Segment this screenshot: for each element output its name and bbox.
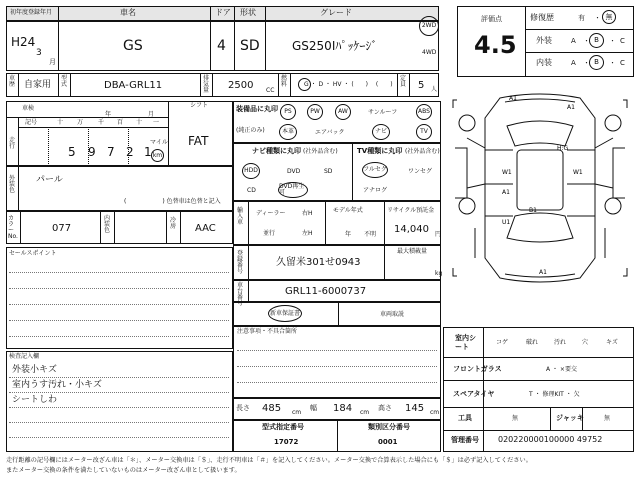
km-circle: km	[151, 149, 164, 162]
management-label: 管理番号	[451, 436, 479, 444]
navi-cd: CD	[247, 187, 256, 194]
digit-2: 9	[88, 145, 96, 159]
sheet-item-4: 穴	[582, 339, 589, 346]
equip-leather: 本革	[279, 124, 297, 140]
import-parallel: 並行	[263, 230, 276, 237]
navi-title: ナビ種類に丸印	[252, 147, 301, 155]
month-unit: 月	[49, 58, 56, 66]
ext-b-circle: B	[589, 33, 604, 48]
sales-point-label: セールスポイント	[9, 250, 57, 257]
ext-c: C	[620, 37, 625, 45]
cc-unit: CC	[266, 87, 275, 94]
equip-tv: TV	[416, 124, 432, 140]
registration-value: 久留米301せ0943	[276, 257, 361, 268]
digit-h6: 一	[153, 119, 160, 126]
use-value: 自家用	[24, 80, 52, 90]
sheet-item-1: コゲ	[496, 339, 509, 346]
chassis-label: 車台番号	[237, 282, 244, 307]
navi-note: (社外品含む)	[303, 148, 338, 155]
digit-1: 5	[68, 145, 76, 159]
score-label: 評価点	[481, 15, 502, 23]
doors: 4	[217, 38, 226, 54]
sheet-item-2: 破れ	[526, 339, 539, 346]
model-year-label: モデル年式	[333, 207, 363, 214]
jack-label: ジャッキ	[556, 414, 584, 422]
type-spec: 17072	[274, 438, 299, 446]
int-a: A	[571, 59, 576, 67]
mile-label: マイル	[150, 139, 168, 146]
history-label: 車検	[22, 105, 35, 112]
digit-h4: 百	[117, 119, 124, 126]
reg-year: H24	[11, 35, 36, 49]
diagram-b1: B1	[529, 207, 537, 214]
height: 145	[405, 403, 425, 414]
color-code: 077	[52, 223, 72, 234]
records-row	[233, 302, 441, 326]
length-label: 長さ	[236, 404, 250, 412]
car-diagram	[445, 88, 635, 288]
type-spec-label: 型式指定番号	[262, 423, 304, 431]
score: 4.5	[474, 31, 517, 59]
tv-fullseg: フルセグ	[362, 162, 388, 178]
diagram-w1-left: W1	[502, 169, 512, 176]
door-label: ドア	[215, 8, 231, 17]
width-unit: cm	[360, 409, 370, 416]
recycle-unit: 円	[435, 231, 442, 238]
shape: SD	[240, 38, 260, 54]
interior-color-label: 内装色	[104, 215, 111, 234]
month-label: 月	[148, 111, 155, 118]
exterior-label: 外装	[536, 36, 552, 45]
use-label: 車歴	[9, 75, 16, 88]
km-label: 走行	[9, 137, 16, 150]
repair-label: 修復歴	[530, 13, 554, 22]
displacement-label: 排気量	[203, 75, 210, 94]
digit-4: 2	[126, 145, 134, 159]
repair-sep: ・	[594, 14, 601, 22]
shape-label: 形状	[240, 8, 256, 17]
equip-ps: PS	[280, 104, 296, 120]
jack-value: 無	[604, 415, 611, 422]
spare-tire-label: スペアタイヤ	[453, 390, 495, 398]
equip-pw: PW	[307, 104, 323, 120]
fuel-label: 燃料	[281, 75, 288, 88]
class: 0001	[378, 438, 398, 446]
kg-unit: kg	[435, 270, 443, 277]
fuel-g-circle	[298, 78, 311, 91]
car-name: GS	[123, 38, 143, 54]
navi-hdd: HDD	[242, 163, 260, 179]
int-sep2: ・	[609, 59, 616, 67]
year-label: 年	[105, 111, 112, 118]
digit-h5: 十	[136, 119, 143, 126]
car-name-label: 車名	[120, 8, 136, 17]
interior-label: 内装	[536, 58, 552, 67]
shift-value: FAT	[188, 134, 209, 148]
capacity-unit: 人	[431, 86, 438, 93]
digit-h3: 千	[98, 119, 105, 126]
color-note: ( ) 色替車は色替と記入	[124, 198, 221, 205]
int-b-circle: B	[589, 55, 604, 70]
equip-navi: ナビ	[372, 124, 390, 140]
diagram-u1: U1	[502, 219, 511, 226]
new-warranty-circle: 新車保証書	[268, 305, 302, 322]
repair-no-circle: 無	[602, 10, 616, 24]
fuel-options: G ・ D ・ HV ・ ( ) ( )	[304, 81, 393, 88]
inspector-label: 検査記入欄	[9, 353, 40, 360]
ac-value: AAC	[195, 223, 216, 234]
diagram-a1-top: A1	[509, 95, 517, 102]
drive-4wd: 4WD	[422, 49, 437, 56]
notes-label: 注意事項・不具合箇所	[237, 328, 298, 335]
tv-note: (社外品含む)	[405, 148, 440, 155]
interior-sheet-label: 室内シート	[455, 334, 476, 352]
diagram-a1-bottom: A1	[539, 269, 547, 276]
model-year-year: 年	[345, 231, 352, 238]
import-dealer: ディーラー	[256, 210, 286, 217]
ext-sep2: ・	[609, 37, 616, 45]
tv-title: TV種類に丸印	[357, 147, 403, 155]
equip-sunroof: サンルーフ	[368, 109, 398, 116]
reg-month: 3	[36, 48, 42, 58]
navi-dvd: DVD	[287, 168, 301, 175]
digit-h1: 十	[57, 119, 64, 126]
equip-aw: AW	[335, 104, 351, 120]
capacity: 5	[418, 80, 425, 91]
recycle-label: リサイクル預託金	[387, 207, 435, 214]
chassis: GRL11-6000737	[285, 286, 367, 297]
footer-line-2: またメーター交換の条件を満たしていないものはメーター改ざん車として扱います。	[6, 467, 241, 474]
ext-a: A	[571, 37, 576, 45]
front-glass-value: A ・ ×要交	[546, 366, 577, 373]
max-load-label: 最大積載量	[397, 248, 428, 255]
length-unit: cm	[292, 409, 302, 416]
equipment-subtitle: (純正のみ)	[236, 127, 265, 134]
sheet-item-3: 汚れ	[554, 339, 567, 346]
width-label: 幅	[310, 404, 317, 412]
digit-3: 7	[107, 145, 115, 159]
width: 184	[333, 403, 353, 414]
equipment-title: 装備品に丸印	[236, 105, 278, 113]
grade-label: グレード	[320, 8, 352, 17]
inspector-line-1: 外装小キズ	[12, 365, 57, 375]
digit-h0: 記号	[25, 119, 38, 126]
diagram-hg: H:G	[557, 145, 569, 152]
inspector-line-3: シートしわ	[12, 395, 58, 405]
notes-section	[233, 326, 441, 398]
int-c: C	[620, 59, 625, 67]
tv-analog: アナログ	[363, 187, 388, 194]
import-label: 輸入車	[237, 207, 244, 226]
management-value: 020220000100000 49752	[498, 435, 603, 444]
height-label: 高さ	[378, 404, 392, 412]
equip-abs: ABS	[416, 104, 432, 120]
navi-dvd-play: DVD再生可	[278, 182, 308, 198]
diagram-a1-left: A1	[502, 189, 510, 196]
spare-tire-value: T ・ 修理KIT ・ 欠	[529, 391, 580, 398]
reg-year-label: 初年度登録年月	[10, 9, 53, 16]
model-value: DBA-GRL11	[104, 80, 163, 91]
digit-h2: 万	[77, 119, 84, 126]
model-year-value: 不明	[364, 231, 377, 238]
sales-point-section	[6, 247, 233, 349]
class-label: 類別区分番号	[368, 423, 410, 431]
height-unit: cm	[430, 409, 440, 416]
drive-2wd-circle: 2WD	[419, 16, 439, 36]
registration-label: 登録番号	[237, 250, 244, 275]
repair-yes: 有	[578, 14, 585, 22]
inspector-line-2: 室内うす汚れ・小キズ	[12, 380, 102, 390]
displacement: 2500	[228, 80, 254, 91]
sheet-item-5: キズ	[606, 339, 618, 346]
color-code-label: カラーNo.	[8, 215, 18, 240]
ac-label: 冷房	[170, 217, 177, 230]
color-value: パール	[36, 175, 63, 185]
maintenance: 車両取説	[380, 311, 405, 318]
equip-airbag: エアバック	[315, 129, 345, 136]
front-glass-label: フロントガラス	[453, 365, 502, 373]
tv-oneseg: ワンセグ	[408, 168, 433, 175]
tools-label: 工具	[458, 414, 472, 422]
footer-line-1: 走行距離の記号欄にはメーター改ざん車は「＊」、メーター交換車は「＄」、走行不明車は「＃」を記入してください。メーター交換で合算表示した場合にも「＄」は必ず記入してください。	[6, 457, 532, 464]
digit-5: 1	[144, 145, 152, 159]
diagram-w1-right: W1	[573, 169, 583, 176]
length: 485	[262, 403, 282, 414]
navi-sd: SD	[324, 168, 333, 175]
color-label: 外装色	[9, 175, 16, 194]
tools-value: 無	[512, 415, 519, 422]
import-left: 左H	[302, 230, 313, 237]
capacity-label: 定員	[400, 75, 407, 88]
import-right: 右H	[302, 210, 313, 217]
int-sep1: ・	[583, 59, 590, 67]
grade: GS250Iﾊﾟｯｹｰｼﾞ	[292, 39, 378, 53]
ext-sep1: ・	[583, 37, 590, 45]
shift-label: シフト	[190, 102, 209, 109]
model-label: 型式	[61, 75, 68, 88]
recycle-value: 14,040	[394, 224, 429, 235]
diagram-a1-right: A1	[567, 104, 575, 111]
